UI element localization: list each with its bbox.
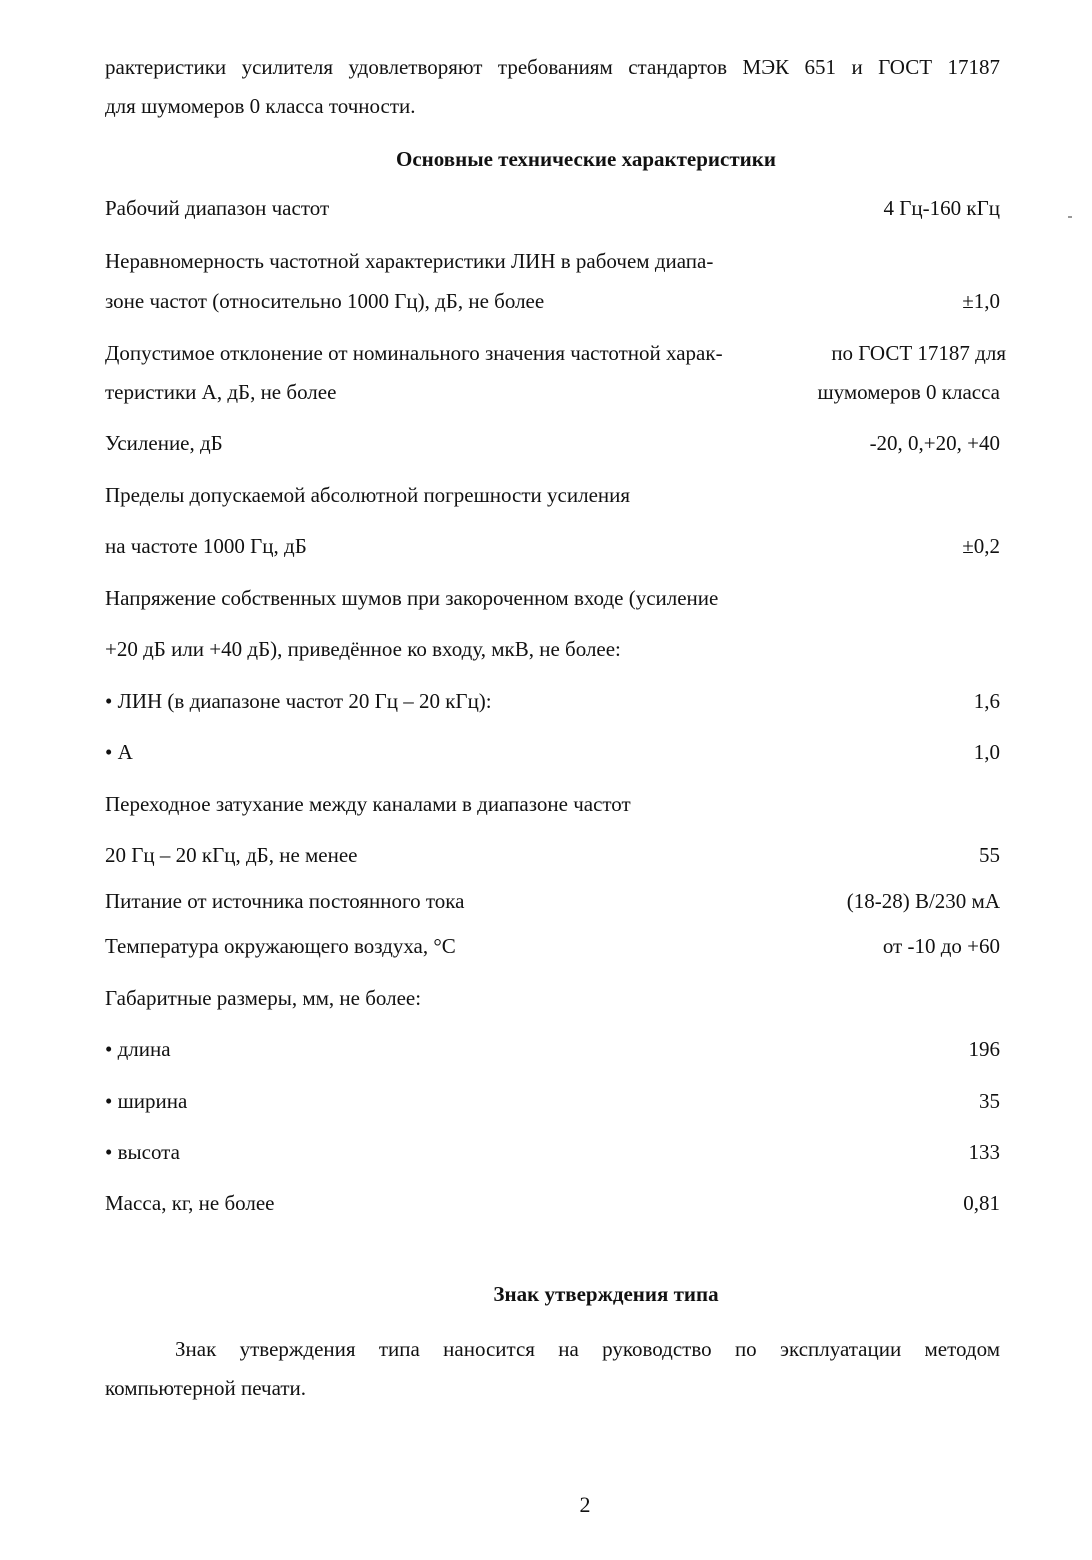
approval-heading: Знак утверждения типа — [493, 1282, 719, 1306]
spec-label: 20 Гц – 20 кГц, дБ, не менее — [105, 843, 358, 867]
spec-value: 1,0 — [973, 740, 1000, 764]
spec-value: 35 — [979, 1089, 1000, 1113]
spec-label: +20 дБ или +40 дБ), приведённое ко входу, мкВ, не более: — [105, 637, 621, 661]
intro-line-2: для шумомеров 0 класса точности. — [105, 94, 416, 118]
spec-value: 4 Гц-160 кГц — [883, 196, 1000, 220]
spec-label: Габаритные размеры, мм, не более: — [105, 986, 422, 1010]
approval-line-1: Знак утверждения типа наносится на руководство по эксплуатации методом — [175, 1337, 1000, 1361]
spec-label: зоне частот (относительно 1000 Гц), дБ, не более — [105, 289, 545, 313]
spec-label: • ширина — [105, 1089, 188, 1113]
scan-artifact — [1068, 216, 1072, 218]
spec-label: • длина — [105, 1037, 171, 1061]
spec-value: от -10 до +60 — [882, 934, 1000, 958]
spec-label: на частоте 1000 Гц, дБ — [105, 534, 307, 558]
spec-label: Масса, кг, не более — [105, 1191, 275, 1215]
spec-label: Неравномерность частотной характеристики ЛИН в рабочем диапа- — [105, 249, 714, 273]
spec-label: Усиление, дБ — [105, 431, 223, 455]
spec-label: Переходное затухание между каналами в диапазоне частот — [105, 792, 631, 816]
spec-value: ±1,0 — [962, 289, 1000, 313]
spec-value: -20, 0,+20, +40 — [869, 431, 1000, 455]
intro-line-1: рактеристики усилителя удовлетворяют требованиям стандартов МЭК 651 и ГОСТ 17187 — [105, 55, 1000, 79]
spec-value: ±0,2 — [962, 534, 1000, 558]
spec-value: шумомеров 0 класса — [817, 380, 1000, 404]
spec-label: Напряжение собственных шумов при закороченном входе (усиление — [105, 586, 719, 610]
spec-value: 1,6 — [973, 689, 1000, 713]
spec-label: теристики А, дБ, не более — [105, 380, 337, 404]
spec-label: Допустимое отклонение от номинального значения частотной харак- — [105, 341, 723, 365]
spec-label: Пределы допускаемой абсолютной погрешности усиления — [105, 483, 631, 507]
specs-heading: Основные технические характеристики — [396, 147, 776, 171]
spec-label: • высота — [105, 1140, 180, 1164]
spec-value: (18-28) В/230 мА — [846, 889, 1000, 913]
spec-value: 196 — [968, 1037, 1000, 1061]
approval-line-2: компьютерной печати. — [105, 1376, 307, 1400]
spec-label: • ЛИН (в диапазоне частот 20 Гц – 20 кГц): — [105, 689, 492, 713]
spec-label: Питание от источника постоянного тока — [105, 889, 465, 913]
spec-value: 0,81 — [963, 1191, 1000, 1215]
spec-value: по ГОСТ 17187 для — [831, 341, 1006, 365]
spec-label: Рабочий диапазон частот — [105, 196, 330, 220]
spec-value: 55 — [979, 843, 1000, 867]
page-number: 2 — [579, 1492, 591, 1517]
spec-value: 133 — [968, 1140, 1000, 1164]
spec-label: • А — [105, 740, 133, 764]
spec-label: Температура окружающего воздуха, °С — [105, 934, 456, 958]
